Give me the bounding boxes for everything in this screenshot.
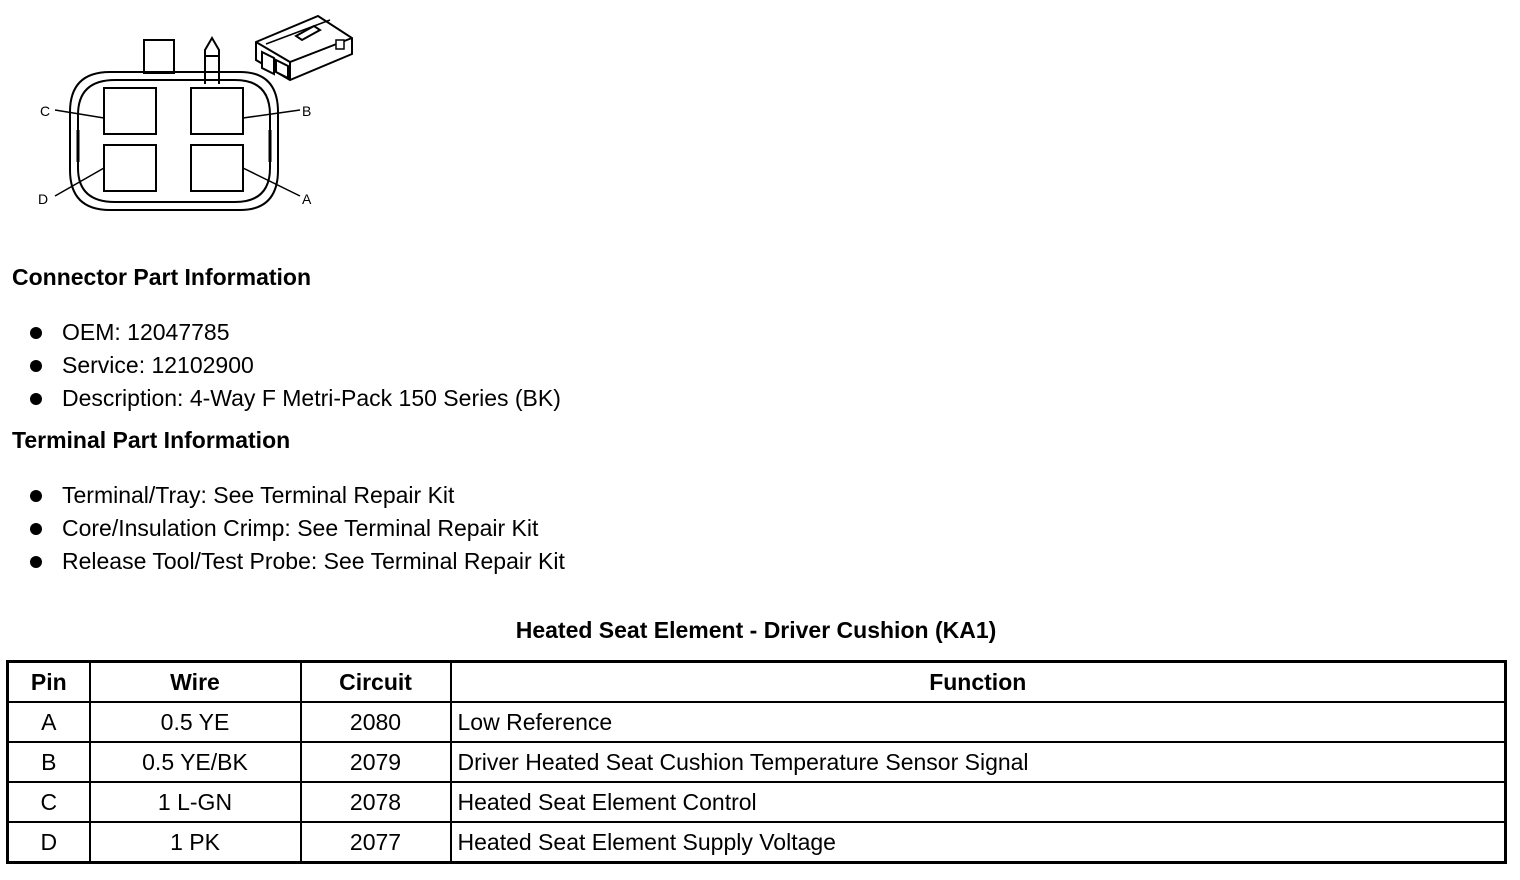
table-row	[8, 702, 1506, 742]
table-title: Heated Seat Element - Driver Cushion (KA1)	[515, 617, 997, 643]
cell-pin: A	[8, 702, 90, 742]
connector-diagram	[0, 0, 380, 230]
cell-function: Low Reference	[451, 702, 1506, 742]
cell-circuit: 2078	[301, 782, 451, 822]
cavity-d	[104, 145, 156, 191]
cell-pin: D	[8, 822, 90, 863]
connector-iso-icon	[256, 16, 352, 80]
connector-housing-inner	[78, 80, 270, 202]
bullet-icon	[30, 556, 42, 568]
cell-circuit: 2080	[301, 702, 451, 742]
cavity-c	[104, 88, 156, 134]
list-item: Description: 4-Way F Metri-Pack 150 Series (BK)	[28, 382, 561, 415]
bullet-icon	[30, 360, 42, 372]
pin-label-c: C	[40, 103, 51, 119]
pin-label-b: B	[302, 103, 312, 119]
list-item: Service: 12102900	[28, 349, 561, 382]
header-function: Function	[451, 662, 1506, 703]
connector-rib	[205, 38, 219, 84]
cell-circuit: 2077	[301, 822, 451, 863]
table-header-row	[8, 662, 1506, 703]
cell-function: Heated Seat Element Control	[451, 782, 1506, 822]
cell-pin: B	[8, 742, 90, 782]
cell-circuit: 2079	[301, 742, 451, 782]
connector-heading: Connector Part Information	[12, 264, 312, 290]
list-item: Terminal/Tray: See Terminal Repair Kit	[28, 479, 565, 512]
header-wire: Wire	[90, 662, 301, 703]
list-item: OEM: 12047785	[28, 316, 561, 349]
connector-housing	[70, 72, 278, 210]
bullet-icon	[30, 523, 42, 535]
cell-wire: 1 PK	[90, 822, 301, 863]
terminal-info-list	[28, 479, 565, 578]
cell-function: Driver Heated Seat Cushion Temperature Sensor Signal	[451, 742, 1506, 782]
terminal-heading: Terminal Part Information	[12, 427, 291, 453]
cell-wire: 1 L-GN	[90, 782, 301, 822]
table-row	[8, 822, 1506, 863]
bullet-icon	[30, 393, 42, 405]
header-pin: Pin	[8, 662, 90, 703]
cell-wire: 0.5 YE	[90, 702, 301, 742]
cavity-b	[191, 88, 243, 134]
cavity-a	[191, 145, 243, 191]
cell-pin: C	[8, 782, 90, 822]
list-item: Release Tool/Test Probe: See Terminal Repair Kit	[28, 545, 565, 578]
list-item: Core/Insulation Crimp: See Terminal Repair Kit	[28, 512, 565, 545]
bullet-icon	[30, 490, 42, 502]
cell-wire: 0.5 YE/BK	[90, 742, 301, 782]
table-row	[8, 782, 1506, 822]
bullet-icon	[30, 327, 42, 339]
pin-label-d: D	[38, 191, 49, 207]
pinout-table	[6, 660, 1507, 864]
connector-latch	[144, 40, 174, 73]
cell-function: Heated Seat Element Supply Voltage	[451, 822, 1506, 863]
pin-label-a: A	[302, 191, 312, 207]
connector-info-list	[28, 316, 561, 415]
header-circuit: Circuit	[301, 662, 451, 703]
table-row	[8, 742, 1506, 782]
